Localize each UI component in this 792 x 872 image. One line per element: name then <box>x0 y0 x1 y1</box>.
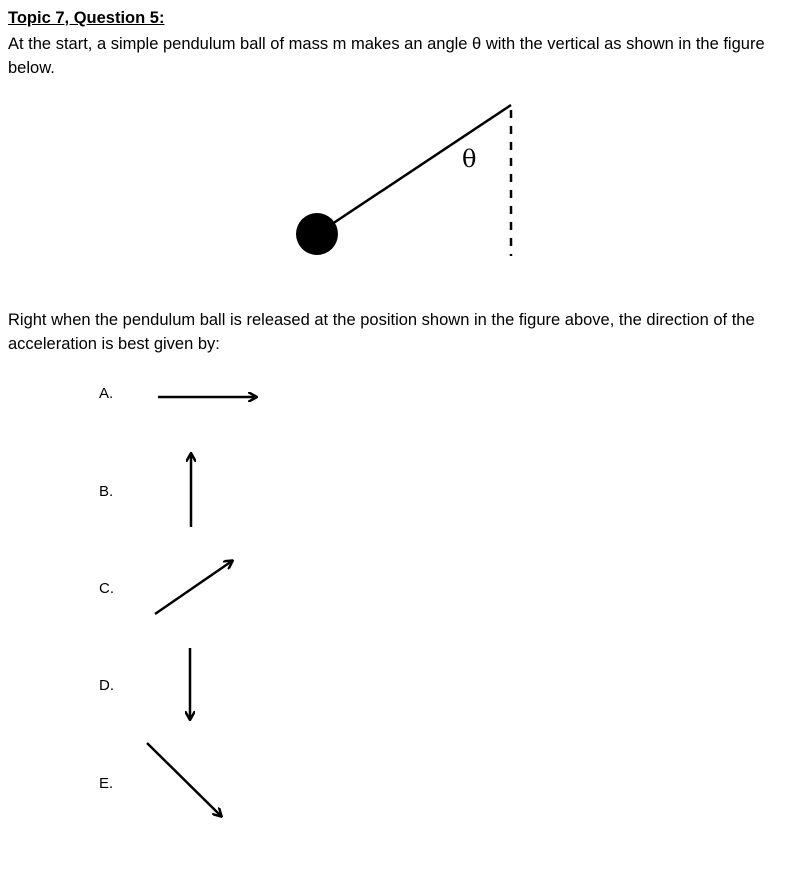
question-intro: At the start, a simple pendulum ball of mass m makes an angle θ with the vertical as shown in the figure below. <box>8 35 765 77</box>
theta-label: θ <box>462 145 477 173</box>
pendulum-figure <box>296 105 511 256</box>
option-e-label: E. <box>99 775 114 792</box>
pendulum-ball <box>296 213 338 255</box>
option-c-label: C. <box>99 580 114 597</box>
option-a-label: A. <box>99 385 114 402</box>
arrow-c-up-right <box>155 561 232 614</box>
pendulum-string <box>317 105 511 234</box>
question-prompt: Right when the pendulum ball is released at the position shown in the figure above, the direction of the acceleration is best given by: <box>8 311 755 353</box>
question-title: Topic 7, Question 5: <box>8 9 165 27</box>
arrow-e-down-right <box>147 743 221 816</box>
option-b-label: B. <box>99 483 114 500</box>
option-d-label: D. <box>99 677 114 694</box>
